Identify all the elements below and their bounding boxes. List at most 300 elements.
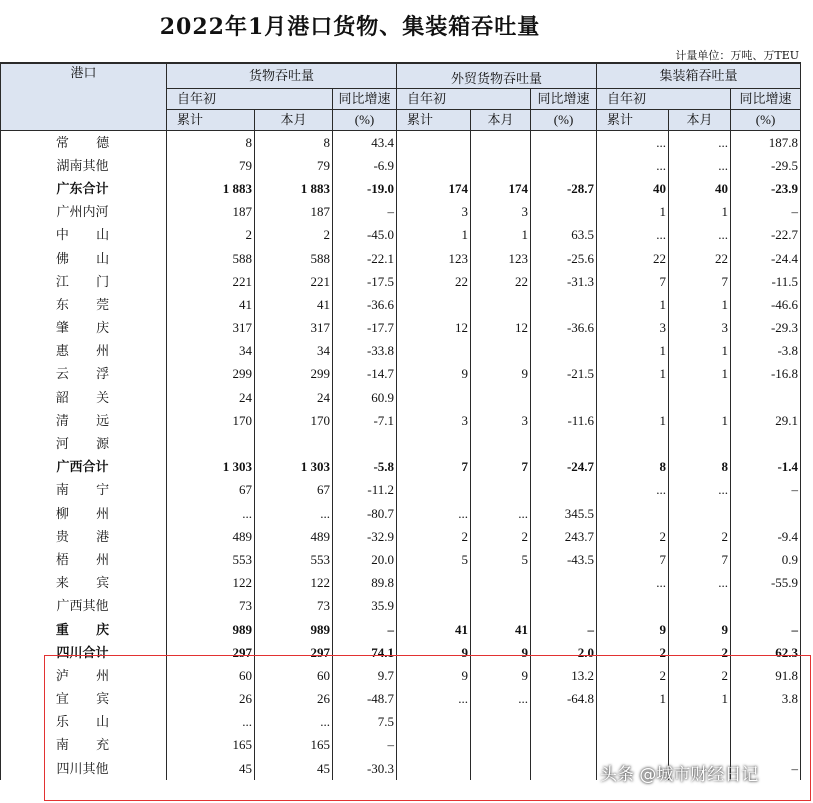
- value-cell: 13.2: [531, 664, 597, 687]
- value-cell: ...: [669, 479, 731, 502]
- value-cell: 29.1: [731, 409, 801, 432]
- value-cell: ...: [597, 572, 669, 595]
- value-cell: 60: [167, 664, 255, 687]
- table-row: [1, 432, 801, 455]
- value-cell: [597, 734, 669, 757]
- value-cell: [397, 154, 471, 177]
- value-cell: -64.8: [531, 688, 597, 711]
- value-cell: [731, 502, 801, 525]
- value-cell: 123: [471, 247, 531, 270]
- value-cell: 187: [167, 201, 255, 224]
- value-cell: 73: [167, 595, 255, 618]
- value-cell: 1: [669, 363, 731, 386]
- value-cell: 317: [167, 317, 255, 340]
- value-cell: [471, 340, 531, 363]
- value-cell: ...: [669, 224, 731, 247]
- value-cell: 45: [167, 757, 255, 780]
- value-cell: [531, 340, 597, 363]
- value-cell: 989: [255, 618, 333, 641]
- value-cell: 2: [597, 664, 669, 687]
- value-cell: -45.0: [333, 224, 397, 247]
- value-cell: 40: [669, 177, 731, 200]
- table-row: [1, 572, 801, 595]
- value-cell: -29.5: [731, 154, 801, 177]
- value-cell: 9: [397, 641, 471, 664]
- value-cell: [731, 711, 801, 734]
- value-cell: 73: [255, 595, 333, 618]
- value-cell: -1.4: [731, 456, 801, 479]
- value-cell: [669, 502, 731, 525]
- port-name-cell: 云 浮: [1, 363, 167, 386]
- port-name-cell: 宜 宾: [1, 688, 167, 711]
- port-name-cell: 广东合计: [1, 177, 167, 200]
- port-column-header: 港口: [1, 63, 167, 131]
- value-cell: –: [731, 757, 801, 780]
- value-cell: [669, 432, 731, 455]
- value-cell: 7: [597, 270, 669, 293]
- value-cell: 22: [471, 270, 531, 293]
- value-cell: 74.1: [333, 641, 397, 664]
- value-cell: 79: [255, 154, 333, 177]
- table-row: [1, 201, 801, 224]
- value-cell: -17.7: [333, 317, 397, 340]
- value-cell: 41: [167, 293, 255, 316]
- value-cell: 9: [397, 664, 471, 687]
- value-cell: [255, 432, 333, 455]
- value-cell: [531, 432, 597, 455]
- value-cell: [397, 131, 471, 155]
- table-row: [1, 131, 801, 155]
- value-cell: ...: [397, 502, 471, 525]
- value-cell: 170: [167, 409, 255, 432]
- value-cell: 41: [471, 618, 531, 641]
- table-row: [1, 711, 801, 734]
- value-cell: 3: [597, 317, 669, 340]
- value-cell: 35.9: [333, 595, 397, 618]
- value-cell: 79: [167, 154, 255, 177]
- port-name-cell: 河 源: [1, 432, 167, 455]
- port-name-cell: 广西其他: [1, 595, 167, 618]
- port-name-cell: 江 门: [1, 270, 167, 293]
- value-cell: [471, 757, 531, 780]
- value-cell: [397, 595, 471, 618]
- value-cell: 9: [471, 664, 531, 687]
- value-cell: 22: [397, 270, 471, 293]
- value-cell: [471, 595, 531, 618]
- port-name-cell: 梧 州: [1, 548, 167, 571]
- value-cell: -17.5: [333, 270, 397, 293]
- value-cell: 8: [255, 131, 333, 155]
- value-cell: [397, 734, 471, 757]
- table-row: [1, 548, 801, 571]
- value-cell: –: [731, 479, 801, 502]
- port-name-cell: 广州内河: [1, 201, 167, 224]
- value-cell: 3: [397, 201, 471, 224]
- value-cell: 40: [597, 177, 669, 200]
- table-row: [1, 525, 801, 548]
- value-cell: 60: [255, 664, 333, 687]
- value-cell: –: [531, 618, 597, 641]
- value-cell: [531, 734, 597, 757]
- port-name-cell: 四川其他: [1, 757, 167, 780]
- port-name-cell: 贵 港: [1, 525, 167, 548]
- value-cell: 2: [669, 641, 731, 664]
- value-cell: 7.5: [333, 711, 397, 734]
- value-cell: 588: [167, 247, 255, 270]
- value-cell: 1: [669, 293, 731, 316]
- value-cell: 7: [597, 548, 669, 571]
- value-cell: –: [731, 618, 801, 641]
- table-row: [1, 688, 801, 711]
- value-cell: 9: [397, 363, 471, 386]
- value-cell: -22.1: [333, 247, 397, 270]
- container-cum-header: 累计: [597, 110, 669, 131]
- table-body: [1, 131, 801, 781]
- value-cell: 67: [255, 479, 333, 502]
- table-row: [1, 456, 801, 479]
- port-name-cell: 清 远: [1, 409, 167, 432]
- value-cell: 1: [669, 340, 731, 363]
- value-cell: -55.9: [731, 572, 801, 595]
- table-row: [1, 502, 801, 525]
- value-cell: ...: [669, 131, 731, 155]
- value-cell: [669, 595, 731, 618]
- value-cell: 24: [255, 386, 333, 409]
- cargo-pct-header: (%): [333, 110, 397, 131]
- table-row: [1, 247, 801, 270]
- port-name-cell: 常 德: [1, 131, 167, 155]
- value-cell: 221: [167, 270, 255, 293]
- value-cell: [167, 432, 255, 455]
- value-cell: 2: [255, 224, 333, 247]
- value-cell: 41: [397, 618, 471, 641]
- value-cell: 2.0: [531, 641, 597, 664]
- throughput-table: [0, 62, 801, 780]
- value-cell: 3: [397, 409, 471, 432]
- cargo-month-header: 本月: [255, 110, 333, 131]
- value-cell: 5: [397, 548, 471, 571]
- value-cell: -24.7: [531, 456, 597, 479]
- foreign-cum-header: 累计: [397, 110, 471, 131]
- value-cell: -28.7: [531, 177, 597, 200]
- value-cell: -22.7: [731, 224, 801, 247]
- value-cell: –: [333, 201, 397, 224]
- value-cell: 170: [255, 409, 333, 432]
- value-cell: ...: [597, 479, 669, 502]
- value-cell: [471, 154, 531, 177]
- value-cell: ...: [669, 154, 731, 177]
- value-cell: [597, 711, 669, 734]
- value-cell: -16.8: [731, 363, 801, 386]
- value-cell: 243.7: [531, 525, 597, 548]
- value-cell: [531, 293, 597, 316]
- container-yoy-header: 同比增速: [731, 89, 801, 110]
- value-cell: 2: [669, 525, 731, 548]
- value-cell: -19.0: [333, 177, 397, 200]
- value-cell: [531, 154, 597, 177]
- value-cell: -32.9: [333, 525, 397, 548]
- value-cell: 1 303: [167, 456, 255, 479]
- port-name-cell: 柳 州: [1, 502, 167, 525]
- table-row: [1, 618, 801, 641]
- value-cell: 1: [597, 363, 669, 386]
- table-row: [1, 479, 801, 502]
- value-cell: ...: [167, 711, 255, 734]
- value-cell: 1: [669, 688, 731, 711]
- value-cell: 1: [397, 224, 471, 247]
- value-cell: -21.5: [531, 363, 597, 386]
- value-cell: 1: [669, 409, 731, 432]
- value-cell: 34: [255, 340, 333, 363]
- table-row: [1, 154, 801, 177]
- value-cell: [669, 386, 731, 409]
- value-cell: 26: [255, 688, 333, 711]
- value-cell: 553: [255, 548, 333, 571]
- value-cell: [471, 293, 531, 316]
- value-cell: 174: [471, 177, 531, 200]
- table-row: [1, 641, 801, 664]
- table-row: [1, 363, 801, 386]
- value-cell: [471, 711, 531, 734]
- value-cell: [669, 711, 731, 734]
- value-cell: 989: [167, 618, 255, 641]
- value-cell: 3.8: [731, 688, 801, 711]
- unit-note: 计量单位：万吨、万TEU: [675, 49, 799, 62]
- port-name-cell: 韶 关: [1, 386, 167, 409]
- value-cell: 588: [255, 247, 333, 270]
- value-cell: [471, 432, 531, 455]
- port-name-cell: 佛 山: [1, 247, 167, 270]
- value-cell: [397, 293, 471, 316]
- table-row: [1, 734, 801, 757]
- value-cell: 67: [167, 479, 255, 502]
- value-cell: 165: [255, 734, 333, 757]
- value-cell: 2: [597, 641, 669, 664]
- value-cell: –: [333, 734, 397, 757]
- value-cell: 3: [471, 201, 531, 224]
- value-cell: -6.9: [333, 154, 397, 177]
- value-cell: -14.7: [333, 363, 397, 386]
- value-cell: [397, 711, 471, 734]
- value-cell: [333, 432, 397, 455]
- value-cell: -11.5: [731, 270, 801, 293]
- value-cell: -5.8: [333, 456, 397, 479]
- port-name-cell: 四川合计: [1, 641, 167, 664]
- value-cell: [597, 432, 669, 455]
- value-cell: [397, 432, 471, 455]
- value-cell: 8: [597, 456, 669, 479]
- table-row: [1, 409, 801, 432]
- value-cell: 317: [255, 317, 333, 340]
- table-title: 2022年1月港口货物、集装箱吞吐量: [159, 14, 541, 40]
- value-cell: 1: [597, 201, 669, 224]
- value-cell: 1: [597, 688, 669, 711]
- value-cell: ...: [471, 688, 531, 711]
- table-row: [1, 340, 801, 363]
- value-cell: 221: [255, 270, 333, 293]
- value-cell: ...: [167, 502, 255, 525]
- port-name-cell: 广西合计: [1, 456, 167, 479]
- value-cell: 345.5: [531, 502, 597, 525]
- value-cell: -33.8: [333, 340, 397, 363]
- value-cell: 63.5: [531, 224, 597, 247]
- table-row: [1, 664, 801, 687]
- value-cell: 62.3: [731, 641, 801, 664]
- watermark: 头条 @城市财经日记: [600, 765, 759, 785]
- value-cell: -43.5: [531, 548, 597, 571]
- value-cell: 3: [669, 317, 731, 340]
- value-cell: –: [333, 618, 397, 641]
- value-cell: [397, 340, 471, 363]
- value-cell: [397, 386, 471, 409]
- value-cell: -36.6: [333, 293, 397, 316]
- value-cell: 299: [255, 363, 333, 386]
- port-name-cell: 中 山: [1, 224, 167, 247]
- foreign-ytd-header: 自年初: [397, 89, 531, 110]
- value-cell: 8: [669, 456, 731, 479]
- table-row: [1, 595, 801, 618]
- port-name-cell: 东 莞: [1, 293, 167, 316]
- foreign-yoy-header: 同比增速: [531, 89, 597, 110]
- value-cell: 7: [471, 456, 531, 479]
- value-cell: 41: [255, 293, 333, 316]
- table-row: [1, 386, 801, 409]
- value-cell: 8: [167, 131, 255, 155]
- port-name-cell: 肇 庆: [1, 317, 167, 340]
- value-cell: 489: [255, 525, 333, 548]
- value-cell: 7: [669, 548, 731, 571]
- foreign-pct-header: (%): [531, 110, 597, 131]
- port-name-cell: 重 庆: [1, 618, 167, 641]
- port-name-cell: 惠 州: [1, 340, 167, 363]
- foreign-month-header: 本月: [471, 110, 531, 131]
- value-cell: 299: [167, 363, 255, 386]
- table-row: [1, 224, 801, 247]
- value-cell: 165: [167, 734, 255, 757]
- value-cell: -3.8: [731, 340, 801, 363]
- value-cell: ...: [255, 502, 333, 525]
- value-cell: -7.1: [333, 409, 397, 432]
- port-name-cell: 乐 山: [1, 711, 167, 734]
- value-cell: 123: [397, 247, 471, 270]
- value-cell: 2: [471, 525, 531, 548]
- value-cell: ...: [597, 131, 669, 155]
- value-cell: 297: [255, 641, 333, 664]
- value-cell: 1: [471, 224, 531, 247]
- value-cell: 12: [471, 317, 531, 340]
- value-cell: 187: [255, 201, 333, 224]
- port-name-cell: 南 宁: [1, 479, 167, 502]
- value-cell: [597, 502, 669, 525]
- value-cell: 1: [597, 340, 669, 363]
- value-cell: -36.6: [531, 317, 597, 340]
- value-cell: 89.8: [333, 572, 397, 595]
- value-cell: 22: [597, 247, 669, 270]
- value-cell: -29.3: [731, 317, 801, 340]
- value-cell: 1 883: [167, 177, 255, 200]
- value-cell: 489: [167, 525, 255, 548]
- value-cell: 34: [167, 340, 255, 363]
- value-cell: ...: [471, 502, 531, 525]
- value-cell: [471, 386, 531, 409]
- value-cell: 3: [471, 409, 531, 432]
- port-name-cell: 湖南其他: [1, 154, 167, 177]
- value-cell: ...: [397, 688, 471, 711]
- value-cell: 2: [669, 664, 731, 687]
- value-cell: 1 883: [255, 177, 333, 200]
- value-cell: -9.4: [731, 525, 801, 548]
- value-cell: [397, 479, 471, 502]
- value-cell: -30.3: [333, 757, 397, 780]
- value-cell: [731, 432, 801, 455]
- value-cell: [531, 572, 597, 595]
- value-cell: 43.4: [333, 131, 397, 155]
- value-cell: [731, 734, 801, 757]
- value-cell: 2: [167, 224, 255, 247]
- value-cell: -31.3: [531, 270, 597, 293]
- value-cell: 553: [167, 548, 255, 571]
- value-cell: 24: [167, 386, 255, 409]
- value-cell: [597, 386, 669, 409]
- table-row: [1, 270, 801, 293]
- port-name-cell: 南 充: [1, 734, 167, 757]
- value-cell: [731, 386, 801, 409]
- value-cell: 5: [471, 548, 531, 571]
- cargo-ytd-header: 自年初: [167, 89, 333, 110]
- value-cell: 1: [669, 201, 731, 224]
- value-cell: 45: [255, 757, 333, 780]
- value-cell: 9: [471, 363, 531, 386]
- value-cell: 2: [397, 525, 471, 548]
- value-cell: 0.9: [731, 548, 801, 571]
- table-row: [1, 293, 801, 316]
- value-cell: 22: [669, 247, 731, 270]
- table-header: [1, 63, 801, 131]
- value-cell: 7: [669, 270, 731, 293]
- container-ytd-header: 自年初: [597, 89, 731, 110]
- value-cell: -25.6: [531, 247, 597, 270]
- value-cell: -48.7: [333, 688, 397, 711]
- value-cell: [471, 734, 531, 757]
- value-cell: ...: [255, 711, 333, 734]
- port-name-cell: 泸 州: [1, 664, 167, 687]
- value-cell: [531, 131, 597, 155]
- value-cell: 122: [167, 572, 255, 595]
- value-cell: 12: [397, 317, 471, 340]
- value-cell: 174: [397, 177, 471, 200]
- value-cell: -24.4: [731, 247, 801, 270]
- value-cell: –: [731, 201, 801, 224]
- port-name-cell: 来 宾: [1, 572, 167, 595]
- table-row: [1, 177, 801, 200]
- value-cell: [731, 595, 801, 618]
- value-cell: ...: [669, 572, 731, 595]
- value-cell: [531, 201, 597, 224]
- value-cell: 9: [471, 641, 531, 664]
- value-cell: -23.9: [731, 177, 801, 200]
- value-cell: 297: [167, 641, 255, 664]
- value-cell: 9.7: [333, 664, 397, 687]
- container-group-header: 集装箱吞吐量: [597, 63, 801, 89]
- value-cell: 2: [597, 525, 669, 548]
- value-cell: 122: [255, 572, 333, 595]
- value-cell: [397, 572, 471, 595]
- cargo-cum-header: 累计: [167, 110, 255, 131]
- value-cell: 9: [597, 618, 669, 641]
- value-cell: 26: [167, 688, 255, 711]
- container-month-header: 本月: [669, 110, 731, 131]
- value-cell: [397, 757, 471, 780]
